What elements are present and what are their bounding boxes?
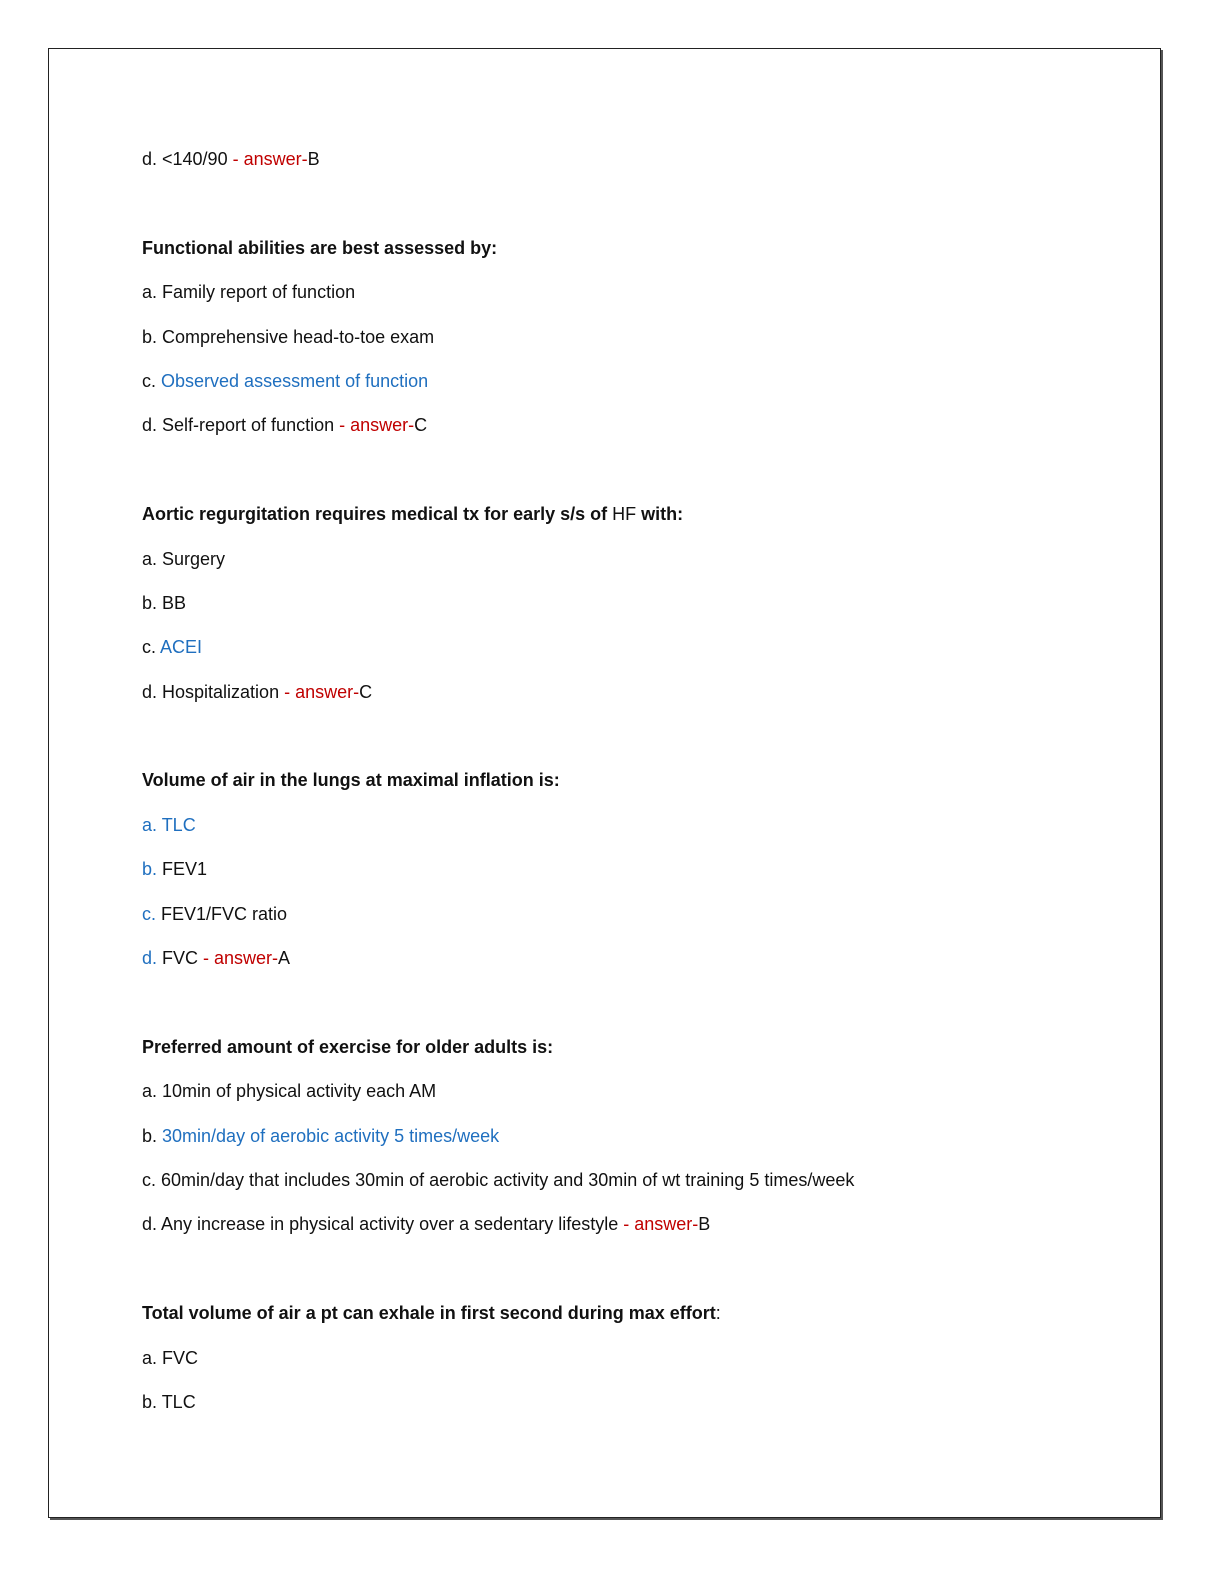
q5-option-b: b. TLC: [142, 1391, 196, 1412]
document-body: [142, 146, 1142, 1433]
q2-option-a: a. Surgery: [142, 548, 226, 569]
question-text: Aortic regurgitation requires medical tx for early s/s of: [142, 504, 613, 525]
question-2: [142, 501, 1142, 545]
answer-letter: B: [307, 149, 320, 169]
q4-option-c: c. 60min/day that includes 30min of aerobic activity and 30min of wt training 5 times/week: [142, 1169, 855, 1190]
answer-separator: -: [618, 1214, 635, 1235]
spacer: [142, 989, 1142, 1033]
spacer: [142, 723, 1142, 767]
option-d-fragment: [142, 146, 1142, 190]
q1-option-b: b. Comprehensive head-to-toe exam: [142, 326, 435, 347]
q5-option-a: a. FVC: [142, 1347, 199, 1368]
question-colon: :: [715, 1303, 721, 1324]
q3-option-c: [142, 901, 1142, 945]
q2-option-c: [142, 634, 1142, 678]
question-4: Preferred amount of exercise for older adults is:: [142, 1036, 554, 1057]
q4-option-d: [142, 1211, 1142, 1255]
answer-label: answer-: [214, 948, 279, 969]
q1-option-c: [142, 368, 1142, 412]
q4-option-b: [142, 1123, 1142, 1167]
spacer: [142, 1256, 1142, 1300]
option-label: c.: [142, 370, 162, 391]
answer-separator: -: [198, 948, 215, 969]
answer-letter: B: [698, 1214, 711, 1235]
option-label: c.: [142, 637, 161, 658]
q4-option-a: a. 10min of physical activity each AM: [142, 1081, 437, 1102]
q2-option-d: [142, 679, 1142, 723]
q2-option-b: b. BB: [142, 592, 187, 613]
question-text-end: with:: [636, 504, 684, 525]
option-label: b.: [142, 1125, 163, 1146]
spacer: [142, 190, 1142, 234]
spacer: [142, 457, 1142, 501]
q3-option-b: [142, 856, 1142, 900]
question-1: Functional abilities are best assessed by:: [142, 237, 498, 258]
highlighted-answer: 30min/day of aerobic activity 5 times/week: [162, 1125, 500, 1146]
option-label: c.: [142, 903, 162, 924]
answer-letter: C: [414, 415, 428, 436]
option-text: FVC: [162, 948, 199, 969]
answer-label: answer-: [350, 415, 415, 436]
highlighted-answer: ACEI: [160, 637, 203, 658]
q3-option-a: a. TLC: [142, 814, 196, 835]
option-text: d. Self-report of function: [142, 415, 335, 436]
option-text: FEV1/FVC ratio: [161, 903, 288, 924]
option-label: d.: [142, 948, 163, 969]
question-text-hf: HF: [612, 504, 637, 525]
question-5: [142, 1300, 1142, 1344]
answer-label: answer-: [243, 149, 308, 169]
answer-separator: -: [279, 681, 296, 702]
answer-separator: -: [334, 415, 351, 436]
option-text: FEV1: [162, 859, 208, 880]
answer-separator: -: [227, 149, 244, 169]
answer-label: answer-: [634, 1214, 699, 1235]
answer-label: answer-: [295, 681, 360, 702]
question-text: Total volume of air a pt can exhale in first second during max effort: [142, 1303, 716, 1324]
highlighted-answer: Observed assessment of function: [161, 370, 429, 391]
q3-option-d: [142, 945, 1142, 989]
answer-letter: A: [278, 948, 291, 969]
option-label: b.: [142, 859, 163, 880]
answer-letter: C: [359, 681, 373, 702]
option-text: d. Any increase in physical activity over a sedentary lifestyle: [142, 1214, 619, 1235]
option-text: d. <140/90: [142, 149, 228, 169]
q1-option-d: [142, 412, 1142, 456]
question-3: Volume of air in the lungs at maximal inflation is:: [142, 770, 560, 791]
q1-option-a: a. Family report of function: [142, 282, 356, 303]
option-text: d. Hospitalization: [142, 681, 280, 702]
